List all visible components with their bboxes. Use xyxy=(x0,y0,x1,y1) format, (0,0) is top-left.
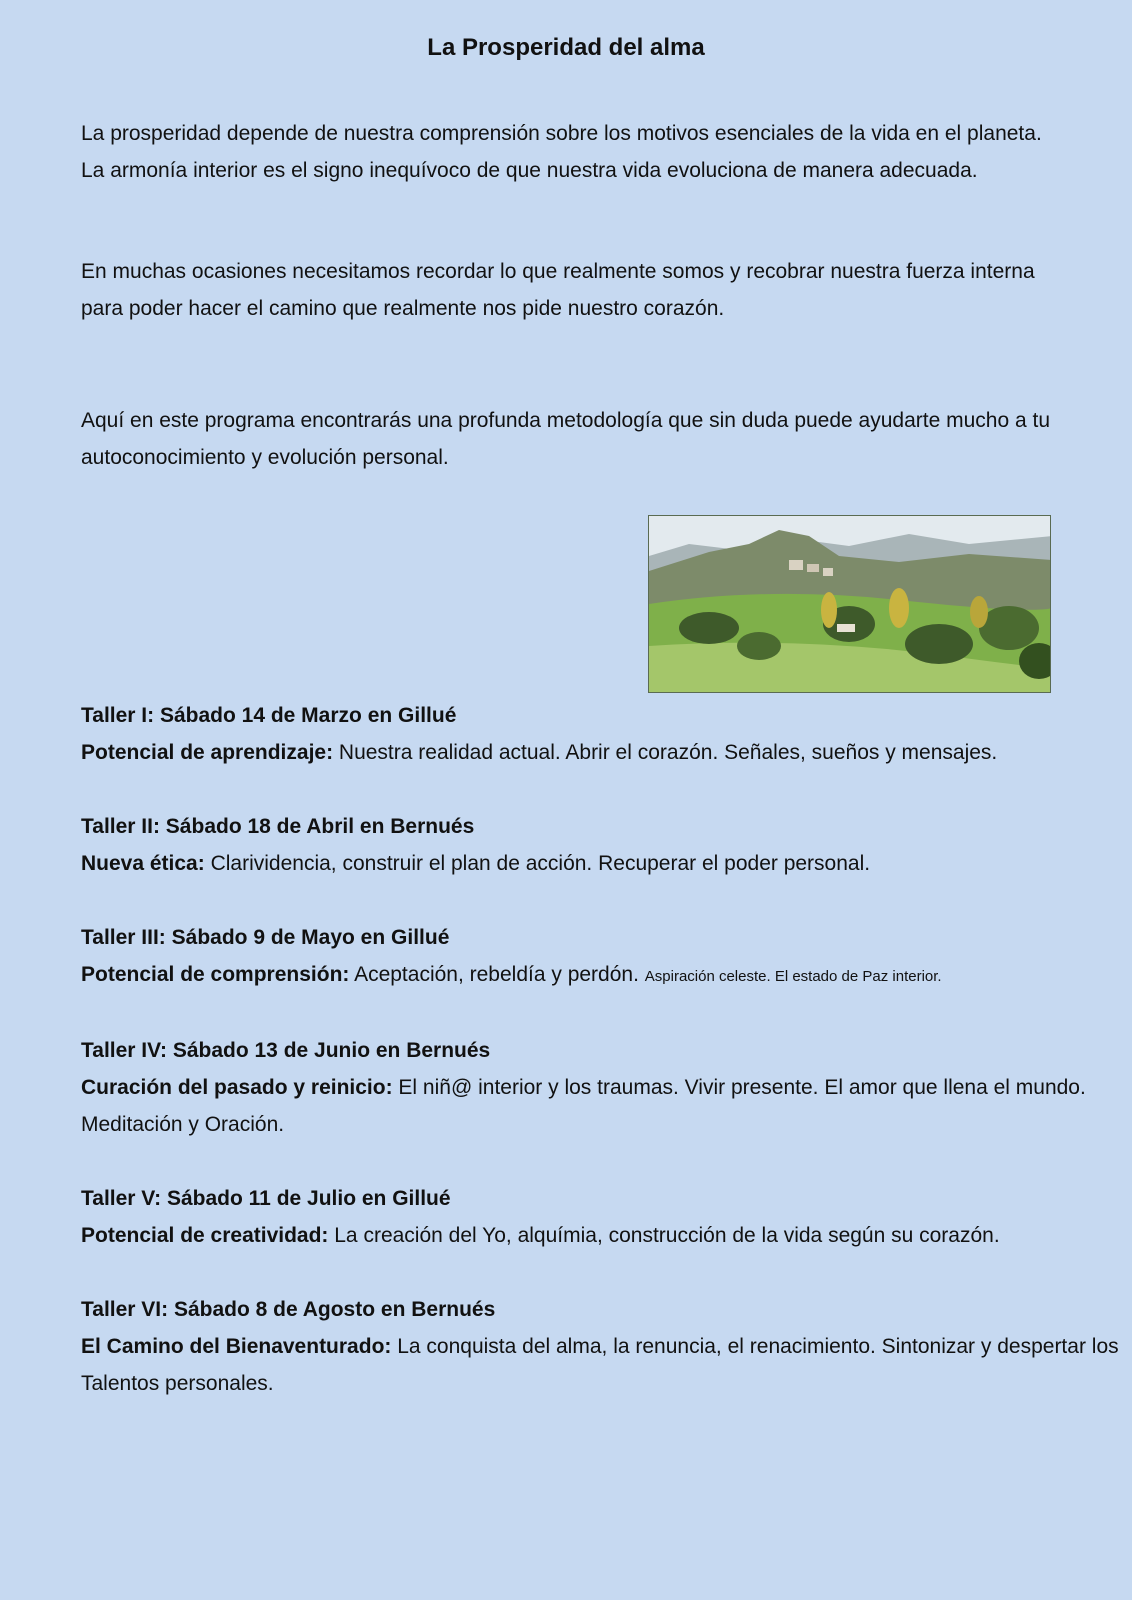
workshop-1-topic: Potencial de aprendizaje: xyxy=(81,741,334,764)
workshop-2-topic: Nueva ética: xyxy=(81,852,205,875)
workshop-3-small-text: Aspiración celeste. El estado de Paz interior. xyxy=(644,968,942,985)
workshop-3 xyxy=(81,919,1121,995)
yellow-tree-1 xyxy=(821,592,837,628)
workshop-6-heading: Taller VI: Sábado 8 de Agosto en Bernués xyxy=(81,1298,496,1321)
tree-cluster-5 xyxy=(979,606,1039,650)
workshop-6 xyxy=(81,1291,1121,1402)
village-building-3 xyxy=(823,568,833,576)
workshop-1-heading: Taller I: Sábado 14 de Marzo en Gillué xyxy=(81,704,457,727)
workshop-4-text: El niñ@ interior y los traumas. Vivir presente. El amor que llena el mundo. Meditación y Oración. xyxy=(81,1076,1086,1136)
workshop-2-heading: Taller II: Sábado 18 de Abril en Bernués xyxy=(81,815,475,838)
yellow-tree-2 xyxy=(889,588,909,628)
workshop-5-heading: Taller V: Sábado 11 de Julio en Gillué xyxy=(81,1187,451,1210)
workshop-4 xyxy=(81,1032,1121,1143)
landscape-illustration xyxy=(649,516,1051,693)
intro-paragraph-3: Aquí en este programa encontrarás una profunda metodología que sin duda puede ayudarte mucho a tu autoconocimiento y evolución personal. xyxy=(81,409,1051,469)
workshop-3-topic: Potencial de comprensión: xyxy=(81,963,350,986)
workshop-5-text: La creación del Yo, alquímia, construcción de la vida según su corazón. xyxy=(328,1224,1000,1247)
yellow-tree-3 xyxy=(970,596,988,628)
tree-cluster-1 xyxy=(679,612,739,644)
workshop-1-text: Nuestra realidad actual. Abrir el corazón. Señales, sueños y mensajes. xyxy=(333,741,998,764)
landscape-photo xyxy=(648,515,1051,693)
workshop-2-text: Clarividencia, construir el plan de acción. Recuperar el poder personal. xyxy=(204,852,871,875)
village-building-1 xyxy=(789,560,803,570)
workshop-4-heading: Taller IV: Sábado 13 de Junio en Bernués xyxy=(81,1039,491,1062)
workshop-1 xyxy=(81,697,1121,771)
farmhouse xyxy=(837,624,855,632)
intro-paragraph-1: La prosperidad depende de nuestra comprensión sobre los motivos esenciales de la vida en el planeta. La armonía interior es el signo inequívoco de que nuestra vida evoluciona de manera adecuada. xyxy=(81,122,1042,182)
workshop-6-topic: El Camino del Bienaventurado: xyxy=(81,1335,392,1358)
intro-paragraph-2: En muchas ocasiones necesitamos recordar lo que realmente somos y recobrar nuestra fuerza interna para poder hacer el camino que realmente nos pide nuestro corazón. xyxy=(81,260,1035,320)
tree-cluster-2 xyxy=(737,632,781,660)
page-title: La Prosperidad del alma xyxy=(427,34,705,61)
workshop-5 xyxy=(81,1180,1121,1254)
village-building-2 xyxy=(807,564,819,572)
workshop-6-text: La conquista del alma, la renuncia, el renacimiento. Sintonizar y despertar los Talentos personales. xyxy=(81,1335,1119,1395)
workshop-5-topic: Potencial de creatividad: xyxy=(81,1224,329,1247)
workshop-3-heading: Taller III: Sábado 9 de Mayo en Gillué xyxy=(81,926,450,949)
workshop-2 xyxy=(81,808,1121,882)
workshop-list xyxy=(81,697,1121,1439)
workshop-4-topic: Curación del pasado y reinicio: xyxy=(81,1076,393,1099)
tree-cluster-4 xyxy=(905,624,973,664)
workshop-3-text: Aceptación, rebeldía y perdón. xyxy=(349,963,645,986)
